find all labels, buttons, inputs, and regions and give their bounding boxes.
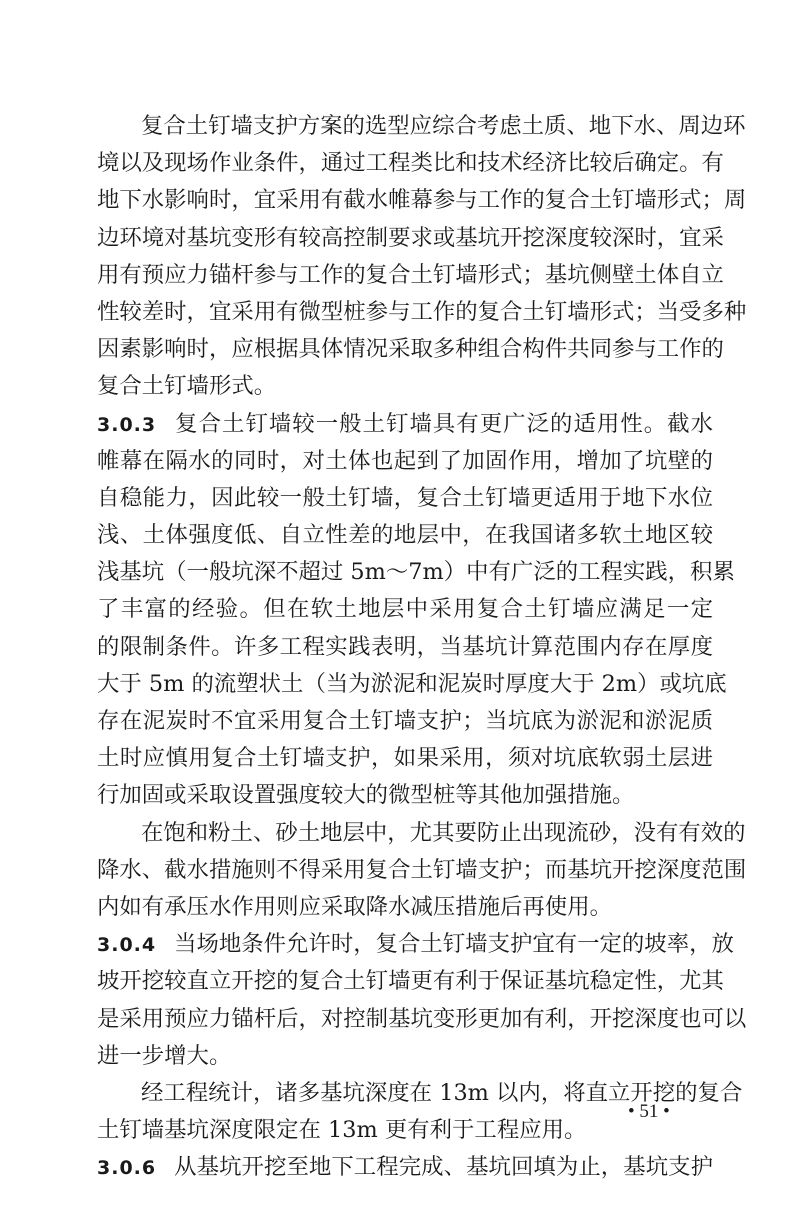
document-page [97, 108, 747, 1186]
clause-3-0-4 [97, 926, 747, 1075]
text-line: 浅、土体强度低、自立性差的地层中，在我国诸多软土地区较 [97, 522, 713, 549]
text-line: 自稳能力，因此较一般土钉墙，复合土钉墙更适用于地下水位 [97, 484, 713, 511]
text-line: 帷幕在隔水的同时，对土体也起到了加固作用，增加了坑壁的 [97, 447, 713, 474]
text-line: 土时应慎用复合土钉墙支护，如果采用，须对坑底软弱土层进 [97, 745, 713, 772]
text-line: 了丰富的经验。但在软土地层中采用复合土钉墙应满足一定 [97, 596, 713, 623]
text-line: 降水、截水措施则不得采用复合土钉墙支护；而基坑开挖深度范围 [97, 856, 747, 883]
page-number: • 51 • [628, 1101, 670, 1122]
text-line: 土钉墙基坑深度限定在 13m 更有利于工程应用。 [97, 1117, 587, 1144]
text-line: 大于 5m 的流塑状土（当为淤泥和泥炭时厚度大于 2m）或坑底 [97, 670, 727, 697]
text-line: 浅基坑（一般坑深不超过 5m～7m）中有广泛的工程实践，积累 [97, 559, 735, 586]
text-line: 进一步增大。 [97, 1042, 232, 1069]
text-line: 复合土钉墙较一般土钉墙具有更广泛的适用性。截水 [174, 410, 713, 437]
text-line: 行加固或采取设置强度较大的微型桩等其他加强措施。 [97, 782, 635, 809]
text-line: 复合土钉墙形式。 [97, 373, 277, 400]
text-line: 复合土钉墙支护方案的选型应综合考虑土质、地下水、周边环 [141, 113, 746, 139]
clause-number: 3.0.4 [97, 934, 157, 957]
paragraph-intro [97, 108, 747, 406]
paragraph-statistics [97, 1075, 743, 1149]
text-line: 坡开挖较直立开挖的复合土钉墙更有利于保证基坑稳定性，尤其 [97, 968, 724, 995]
text-line: 当场地条件允许时，复合土钉墙支护宜有一定的坡率，放 [174, 931, 734, 958]
text-line: 经工程统计，诸多基坑深度在 13m 以内，将直立开挖的复合 [141, 1079, 743, 1106]
text-line: 存在泥炭时不宜采用复合土钉墙支护；当坑底为淤泥和淤泥质 [97, 708, 713, 734]
clause-number: 3.0.3 [97, 413, 157, 436]
text-line: 用有预应力锚杆参与工作的复合土钉墙形式；基坑侧壁土体自立 [97, 261, 724, 288]
text-line: 地下水影响时，宜采用有截水帷幕参与工作的复合土钉墙形式；周 [97, 187, 747, 214]
text-line: 内如有承压水作用则应采取降水减压措施后再使用。 [97, 893, 612, 920]
text-line: 性较差时，宜采用有微型桩参与工作的复合土钉墙形式；当受多种 [97, 298, 747, 325]
text-line: 境以及现场作业条件，通过工程类比和技术经济比较后确定。有 [97, 150, 724, 177]
text-line: 从基坑开挖至地下工程完成、基坑回填为止，基坑支护 [174, 1154, 713, 1181]
paragraph-sand-layers [97, 815, 747, 927]
text-line: 因素影响时，应根据具体情况采取多种组合构件共同参与工作的 [97, 336, 724, 363]
clause-3-0-3 [97, 406, 735, 815]
clause-3-0-6 [97, 1149, 713, 1186]
text-line: 边环境对基坑变形有较高控制要求或基坑开挖深度较深时，宜采 [97, 224, 724, 251]
text-line: 在饱和粉土、砂土地层中，尤其要防止出现流砂，没有有效的 [141, 819, 746, 846]
text-line: 是采用预应力锚杆后，对控制基坑变形更加有利，开挖深度也可以 [97, 1005, 747, 1032]
text-line: 的限制条件。许多工程实践表明，当基坑计算范围内存在厚度 [97, 633, 713, 660]
clause-number: 3.0.6 [97, 1157, 157, 1180]
